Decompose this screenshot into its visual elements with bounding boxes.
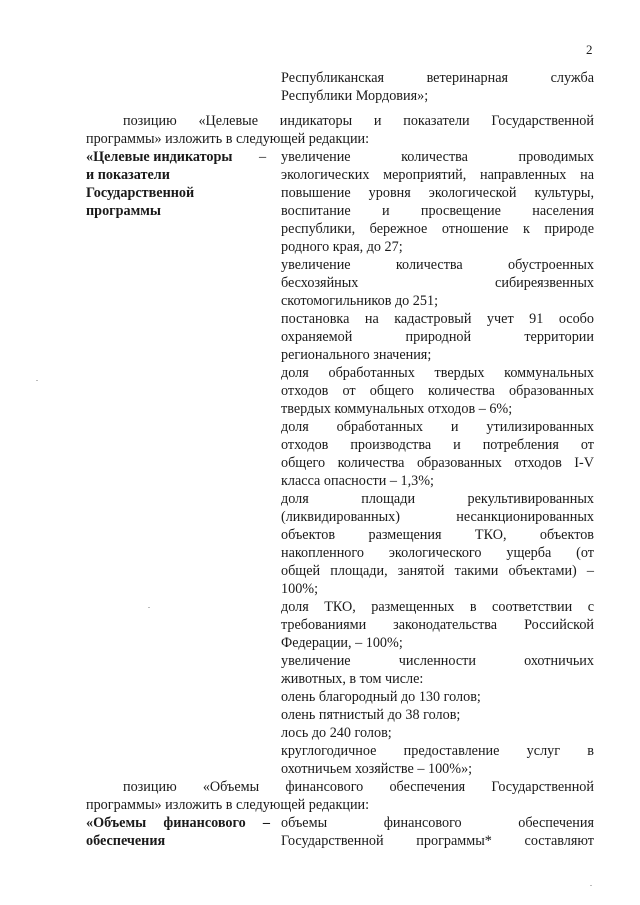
scan-speck [590,885,592,886]
text-line: объемы финансового обеспечения [281,815,594,831]
text-line: отходов производства и потребления от [281,437,594,453]
text-line: олень пятнистый до 38 голов; [281,707,461,723]
text-line: олень благородный до 130 голов; [281,689,481,705]
text-line: программы» изложить в следующей редакции: [86,131,370,147]
text-line: позицию «Целевые индикаторы и показатели Государственной [123,113,594,129]
text-line: охотничьем хозяйстве – 100%»; [281,761,473,777]
text-line: доля площади рекультивированных [281,491,594,507]
text-line: Государственной программы* составляют [281,833,594,849]
row-label: программы [86,203,161,219]
scan-speck [148,607,150,608]
text-line: твердых коммунальных отходов – 6%; [281,401,513,417]
row-label: обеспечения [86,833,166,849]
text-line: экологических мероприятий, направленных на [281,167,594,183]
text-line: накопленного экологического ущерба (от [281,545,594,561]
text-line: доля ТКО, размещенных в соответствии с [281,599,594,615]
text-line: требованиями законодательства Российской [281,617,594,633]
text-line: увеличение количества обустроенных [281,257,594,273]
text-line: увеличение численности охотничьих [281,653,594,669]
row-label: и показатели [86,167,170,183]
text-line: Республики Мордовия»; [281,88,429,104]
text-line: 100%; [281,581,319,597]
text-line: повышение уровня экологической культуры, [281,185,594,201]
text-line: воспитание и просвещение населения [281,203,594,219]
text-line: увеличение количества проводимых [281,149,594,165]
text-line: доля обработанных и утилизированных [281,419,594,435]
text-line: родного края, до 27; [281,239,403,255]
text-line: животных, в том числе: [281,671,424,687]
text-line: общей площади, занятой такими объектами) – [281,563,594,579]
row-label: «Объемы финансового – [86,815,270,831]
text-line: Республиканская ветеринарная служба [281,70,594,86]
row-label: «Целевые индикаторы [86,149,233,165]
text-line: позицию «Объемы финансового обеспечения Государственной [123,779,594,795]
text-line: программы» изложить в следующей редакции: [86,797,370,813]
text-line: скотомогильников до 251; [281,293,439,309]
text-line: бесхозяйных сибиреязвенных [281,275,594,291]
text-line: класса опасности – 1,3%; [281,473,434,489]
page-number: 2 [586,42,593,57]
text-line: отходов от общего количества образованных [281,383,594,399]
text-line: Федерации, – 100%; [281,635,403,651]
row-label: Государственной [86,185,195,201]
text-line: охраняемой природной территории [281,329,594,345]
text-line: регионального значения; [281,347,432,363]
text-line: объектов размещения ТКО, объектов [281,527,594,543]
text-line: постановка на кадастровый учет 91 особо [281,311,594,327]
text-line: лось до 240 голов; [281,725,392,741]
text-line: республики, бережное отношение к природе [281,221,594,237]
text-line: круглогодичное предоставление услуг в [281,743,594,759]
scan-speck [36,380,38,381]
text-line: общего количества образованных отходов I-V [281,455,594,471]
label-dash: – [259,149,267,165]
text-line: доля обработанных твердых коммунальных [281,365,594,381]
text-line: (ликвидированных) несанкционированных [281,509,594,525]
